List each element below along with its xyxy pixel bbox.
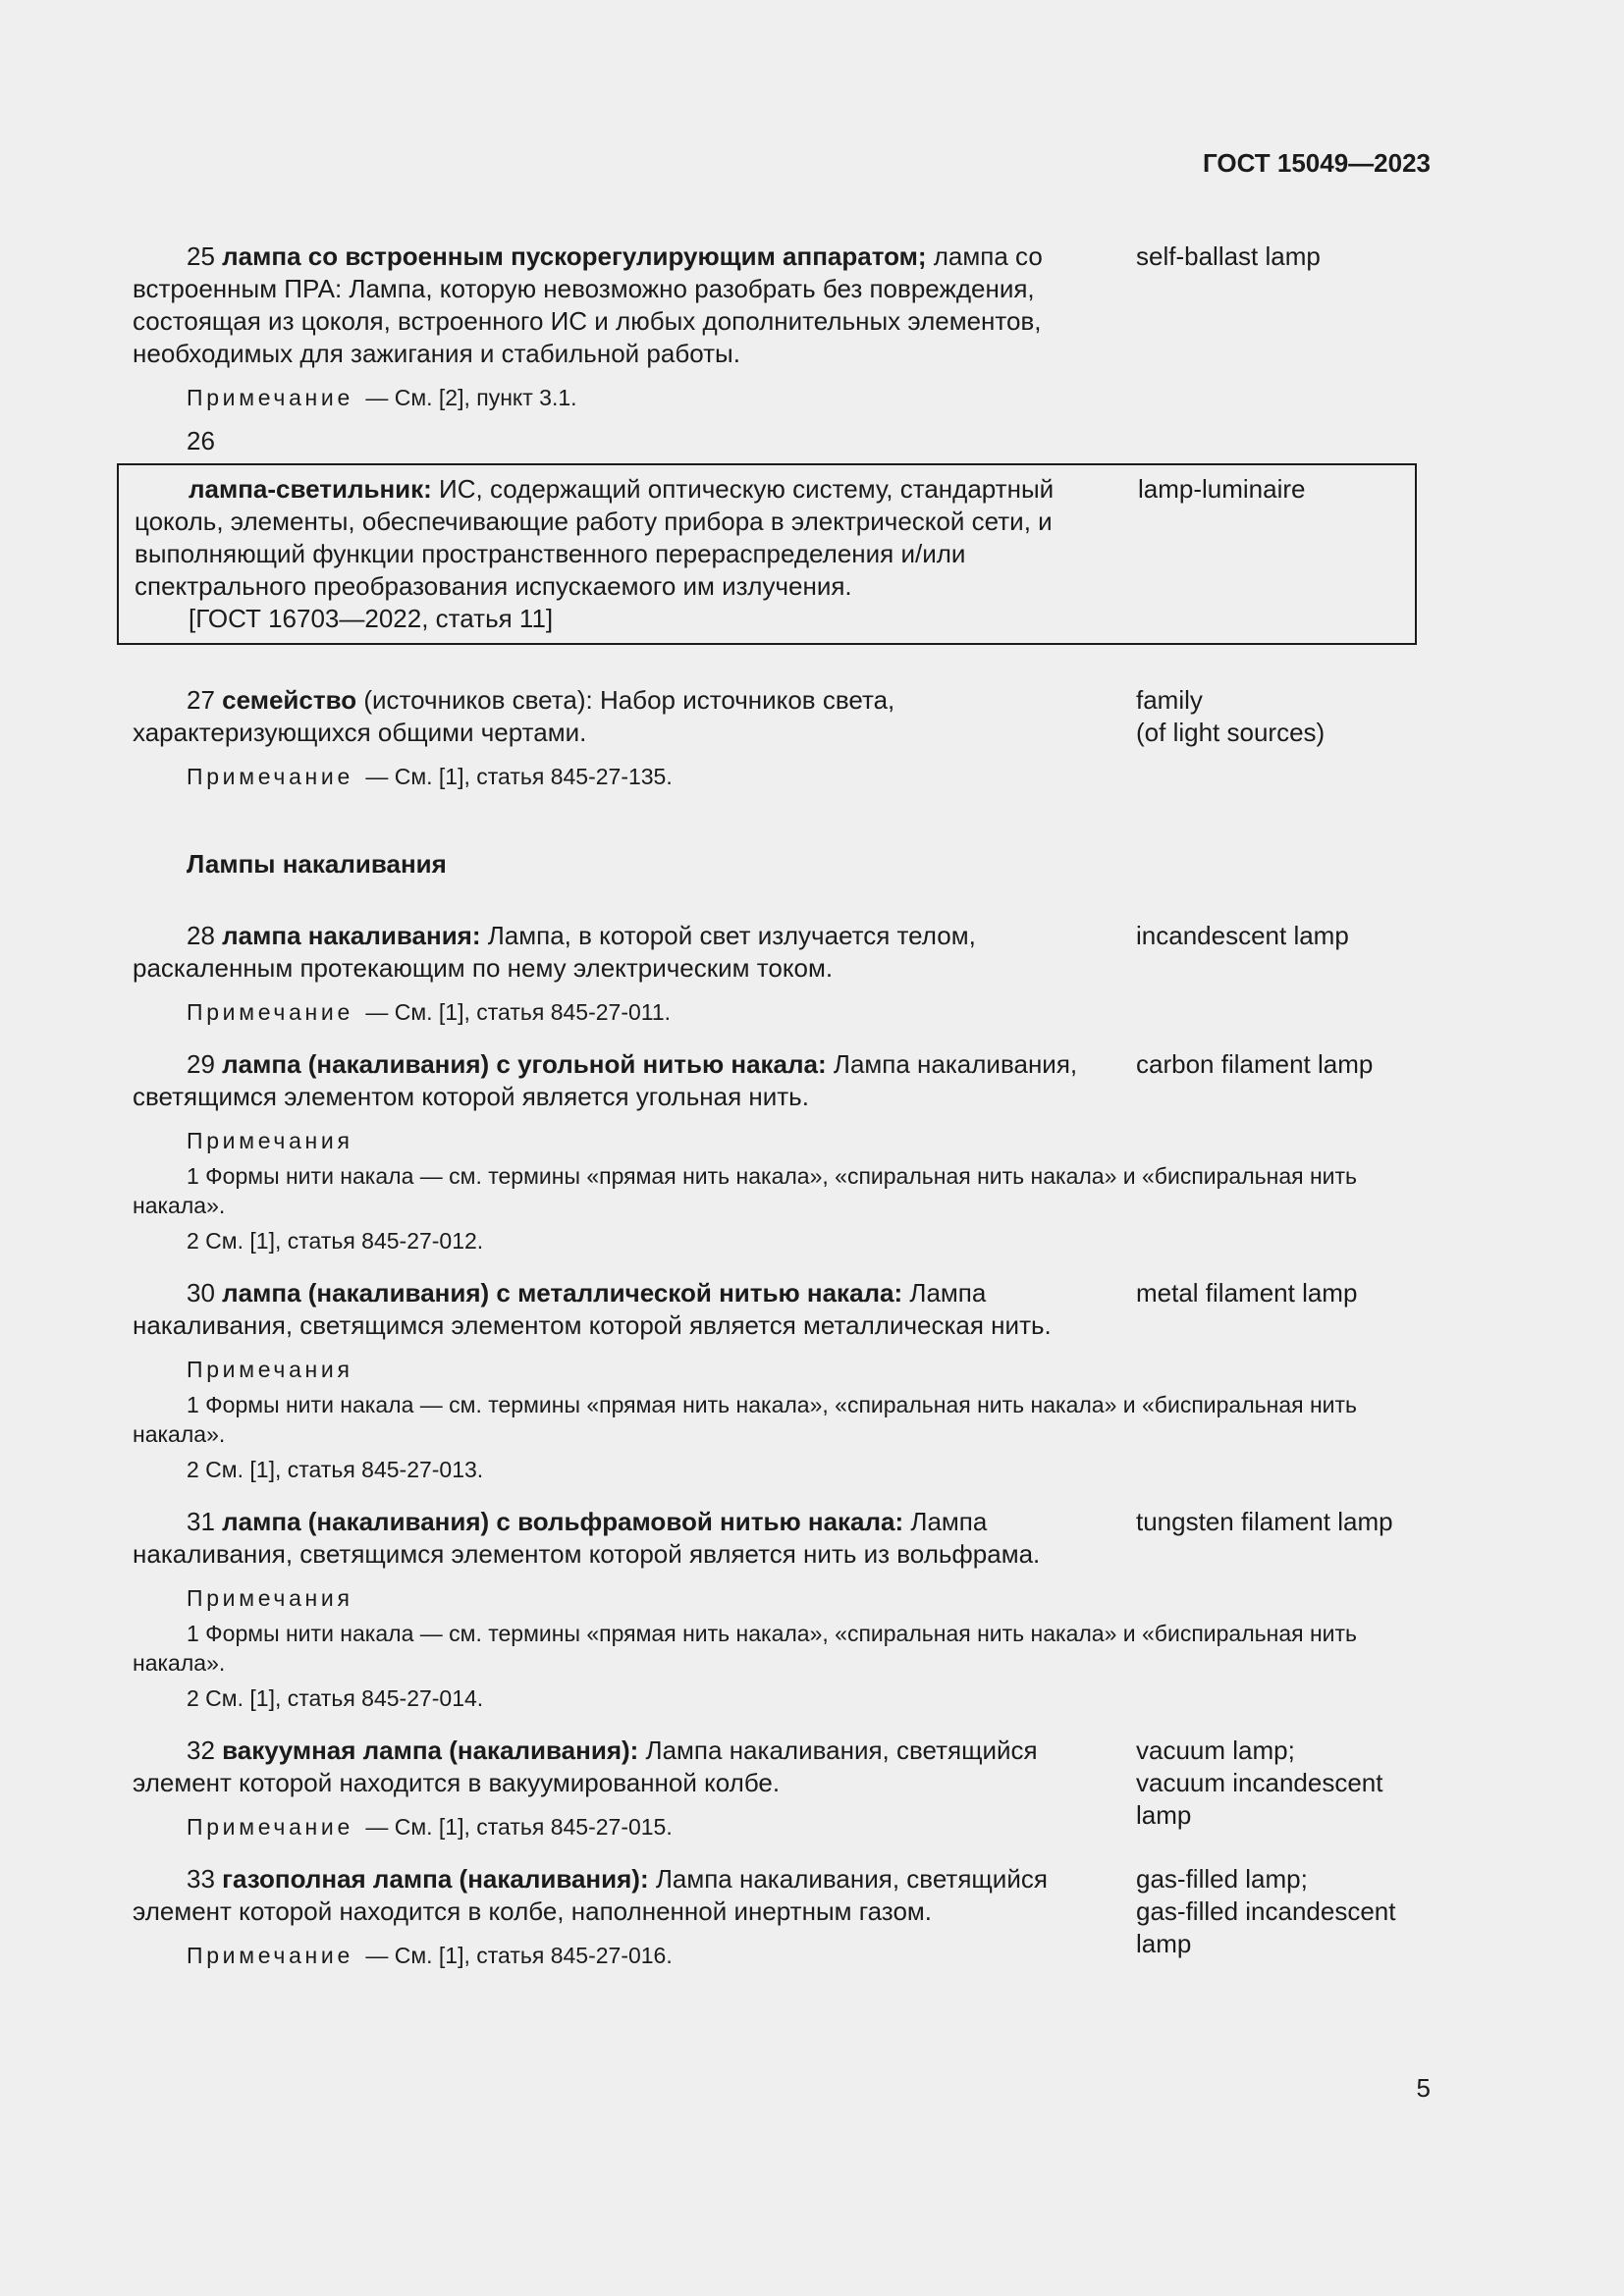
term-definition: Лампа накаливания, светящимся элементом которой является угольная нить. — [133, 1049, 1078, 1111]
note-label: Примечание — [187, 385, 353, 410]
term-note-2: 2 См. [1], статья 845-27-012. — [187, 1228, 484, 1254]
term-note-1: 1 Формы нити накала — см. термины «прямая нить накала», «спиральная нить накала» и «биспиральная нить накала». — [133, 1392, 1358, 1447]
term-note: Примечание — См. [1], статья 845-27-016. — [187, 1943, 673, 1968]
term-entry-33 — [133, 1863, 1431, 1970]
english-equivalent: family (of light sources) — [1136, 685, 1326, 747]
notes-label: Примечания — [187, 1128, 353, 1153]
term-entry-25 — [133, 240, 1431, 412]
term-entry-31 — [133, 1506, 1431, 1713]
term-title: газополная лампа (накаливания): — [222, 1864, 649, 1894]
term-title: лампа (накаливания) с угольной нитью накала: — [222, 1049, 827, 1079]
term-entry-28 — [133, 920, 1431, 1027]
term-entry-26-box — [117, 463, 1417, 645]
english-equivalent: metal filament lamp — [1136, 1278, 1358, 1308]
term-number: 31 — [187, 1507, 215, 1536]
page-number: 5 — [1416, 2073, 1431, 2103]
term-note: Примечание — См. [1], статья 845-27-135. — [187, 764, 673, 789]
notes-label: Примечания — [187, 1357, 353, 1382]
english-equivalent: vacuum lamp; vacuum incandescent lamp — [1136, 1735, 1383, 1830]
term-number: 32 — [187, 1735, 215, 1765]
note-label: Примечание — [187, 1943, 353, 1968]
term-number: 25 — [187, 241, 215, 271]
english-equivalent: self-ballast lamp — [1136, 241, 1321, 271]
term-note-2: 2 См. [1], статья 845-27-013. — [187, 1457, 484, 1482]
term-title: лампа со встроенным пускорегулирующим аппаратом; — [222, 241, 927, 271]
term-definition: Лампа накаливания, светящийся элемент которой находится в колбе, наполненной инертным газом. — [133, 1864, 1048, 1926]
term-entry-32 — [133, 1735, 1431, 1842]
term-entry-27 — [133, 684, 1431, 791]
term-title: лампа накаливания: — [222, 921, 481, 950]
english-equivalent: gas-filled lamp; gas-filled incandescent lamp — [1136, 1864, 1396, 1958]
term-definition: Лампа накаливания, светящийся элемент которой находится в вакуумированной колбе. — [133, 1735, 1038, 1797]
term-definition: лампа со встроенным ПРА: Лампа, которую невозможно разобрать без повреждения, состоящая из цоколя, встроенного ИС и любых дополнительных элементов, необходимых для зажигания и стабильной работы. — [133, 241, 1043, 368]
term-note-2: 2 См. [1], статья 845-27-014. — [187, 1685, 484, 1711]
term-number: 29 — [187, 1049, 215, 1079]
notes-label: Примечания — [187, 1585, 353, 1611]
term-definition: Лампа накаливания, светящимся элементом которой является нить из вольфрама. — [133, 1507, 1041, 1569]
term-definition: ИС, содержащий оптическую систему, стандартный цоколь, элементы, обеспечивающие работу прибора в электрической сети, и выполняющий функции пространственного перераспределения и/или спектрального преобразования испускаемого им излучения. — [135, 474, 1055, 601]
term-title: семейство — [222, 685, 357, 715]
document-header: ГОСТ 15049—2023 — [1203, 148, 1431, 178]
term-title: вакуумная лампа (накаливания): — [222, 1735, 639, 1765]
term-number: 30 — [187, 1278, 215, 1308]
note-label: Примечание — [187, 1814, 353, 1840]
english-equivalent: incandescent lamp — [1136, 921, 1349, 950]
term-entry-29 — [133, 1048, 1431, 1255]
note-label: Примечание — [187, 999, 353, 1025]
section-heading: Лампы накаливания — [187, 849, 447, 879]
term-title: лампа (накаливания) с металлической нитью накала: — [222, 1278, 903, 1308]
english-equivalent: tungsten filament lamp — [1136, 1507, 1393, 1536]
term-entry-30 — [133, 1277, 1431, 1484]
term-definition: Лампа, в которой свет излучается телом, раскаленным протекающим по нему электрическим током. — [133, 921, 976, 983]
note-label: Примечание — [187, 764, 353, 789]
term-definition: Лампа накаливания, светящимся элементом которой является металлическая нить. — [133, 1278, 1052, 1340]
english-equivalent: lamp-luminaire — [1138, 474, 1306, 504]
term-number: 26 — [187, 426, 215, 455]
term-number: 33 — [187, 1864, 215, 1894]
term-title: лампа (накаливания) с вольфрамовой нитью накала: — [222, 1507, 904, 1536]
term-definition: (источников света): Набор источников света, характеризующихся общими чертами. — [133, 685, 895, 747]
term-note: Примечание — См. [1], статья 845-27-015. — [187, 1814, 673, 1840]
term-title: лампа-светильник: — [189, 474, 432, 504]
terms-list — [133, 240, 1431, 1970]
term-note: Примечание — См. [1], статья 845-27-011. — [187, 999, 672, 1025]
term-note: Примечание — См. [2], пункт 3.1. — [187, 385, 577, 410]
term-source: [ГОСТ 16703—2022, статья 11] — [189, 604, 554, 633]
term-note-1: 1 Формы нити накала — см. термины «прямая нить накала», «спиральная нить накала» и «биспиральная нить накала». — [133, 1163, 1358, 1218]
term-number: 27 — [187, 685, 215, 715]
english-equivalent: carbon filament lamp — [1136, 1049, 1374, 1079]
term-number: 28 — [187, 921, 215, 950]
term-note-1: 1 Формы нити накала — см. термины «прямая нить накала», «спиральная нить накала» и «биспиральная нить накала». — [133, 1621, 1358, 1676]
